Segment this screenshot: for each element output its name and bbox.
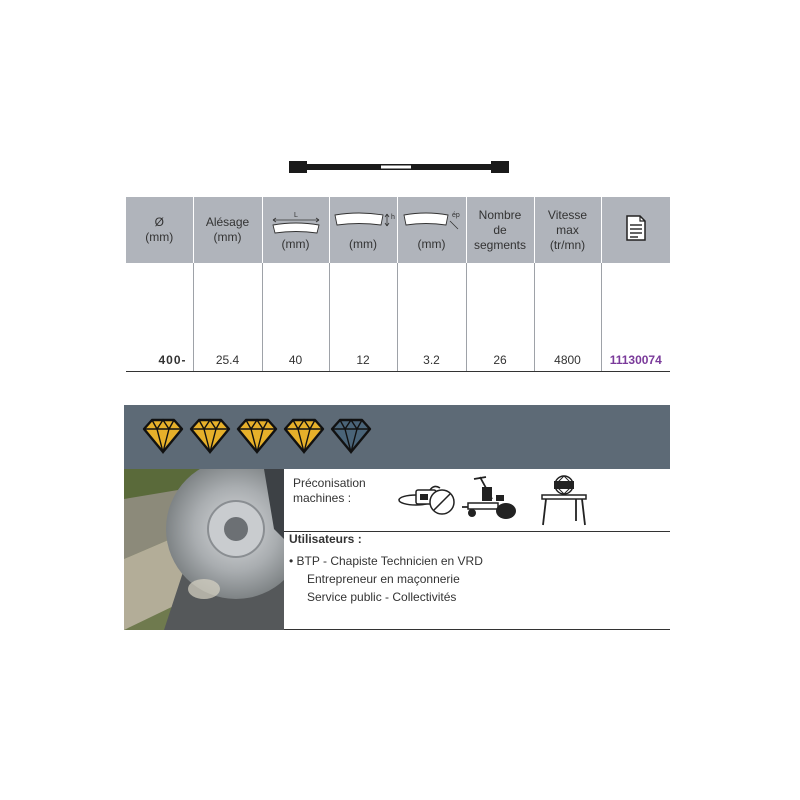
header-bore-unit: (mm) <box>213 230 242 244</box>
user-line-1-text: BTP - Chapiste Technicien en VRD <box>296 554 483 568</box>
diamond-empty-icon <box>330 418 372 454</box>
floor-saw-icon <box>462 473 522 523</box>
header-datasheet <box>601 197 670 263</box>
header-thickness-unit: (mm) <box>417 236 446 251</box>
product-info-panel <box>124 405 670 630</box>
cell-reference[interactable]: 11130074 <box>601 263 670 372</box>
document-icon[interactable] <box>625 215 647 241</box>
table-saw-icon <box>540 473 590 527</box>
diamond-filled-icon <box>236 418 278 454</box>
cell-segments: 26 <box>466 263 534 372</box>
cut-off-saw-icon <box>394 478 456 520</box>
cell-speed: 4800 <box>534 263 601 372</box>
header-thickness <box>397 197 466 263</box>
blade-profile-graphic <box>289 160 509 174</box>
cell-length: 40 <box>262 263 329 372</box>
cell-diameter: 400- <box>126 263 193 372</box>
header-speed-line1: Vitesse <box>547 207 588 222</box>
segment-length-icon <box>267 209 325 235</box>
header-diameter-symbol: Ø <box>154 215 164 229</box>
segment-thickness-icon <box>400 209 464 235</box>
product-photo <box>124 469 284 630</box>
header-height <box>329 197 397 263</box>
diamond-filled-icon <box>283 418 325 454</box>
cell-height: 12 <box>329 263 397 372</box>
users-section <box>284 532 670 630</box>
header-diameter <box>126 197 193 263</box>
machines-label <box>293 476 373 506</box>
thickness-icon-label: ép <box>451 211 460 219</box>
bullet: • <box>289 554 294 568</box>
header-height-unit: (mm) <box>349 236 377 251</box>
table-row <box>126 263 670 372</box>
diamond-filled-icon <box>142 418 184 454</box>
length-icon-label: L <box>293 211 298 219</box>
header-bore-label: Alésage <box>205 215 250 229</box>
machines-label-line2: machines : <box>293 491 352 505</box>
header-speed-line3: (tr/mn) <box>549 237 586 252</box>
diamond-filled-icon <box>189 418 231 454</box>
header-speed-line2: max <box>556 222 579 237</box>
cell-thickness: 3.2 <box>397 263 466 372</box>
specs-table <box>126 197 670 372</box>
user-line-1 <box>289 554 483 569</box>
header-length-unit: (mm) <box>281 236 310 251</box>
info-section <box>284 469 670 630</box>
user-line-3: Service public - Collectivités <box>307 590 457 604</box>
header-speed <box>534 197 601 263</box>
header-segments-line2: de <box>493 222 507 237</box>
header-bore <box>193 197 262 263</box>
user-line-2: Entrepreneur en maçonnerie <box>307 572 460 586</box>
users-title: Utilisateurs : <box>289 532 362 546</box>
rating-bar <box>124 405 670 469</box>
header-segments-line3: segments <box>473 237 527 252</box>
machines-label-line1: Préconisation <box>293 476 366 490</box>
table-header-row <box>126 197 670 263</box>
height-icon-label: h <box>391 213 395 221</box>
cell-bore: 25.4 <box>193 263 262 372</box>
header-length <box>262 197 329 263</box>
machines-section <box>284 469 670 532</box>
segment-height-icon <box>331 209 395 235</box>
header-segments <box>466 197 534 263</box>
header-segments-line1: Nombre <box>478 207 522 222</box>
header-diameter-unit: (mm) <box>145 230 174 244</box>
